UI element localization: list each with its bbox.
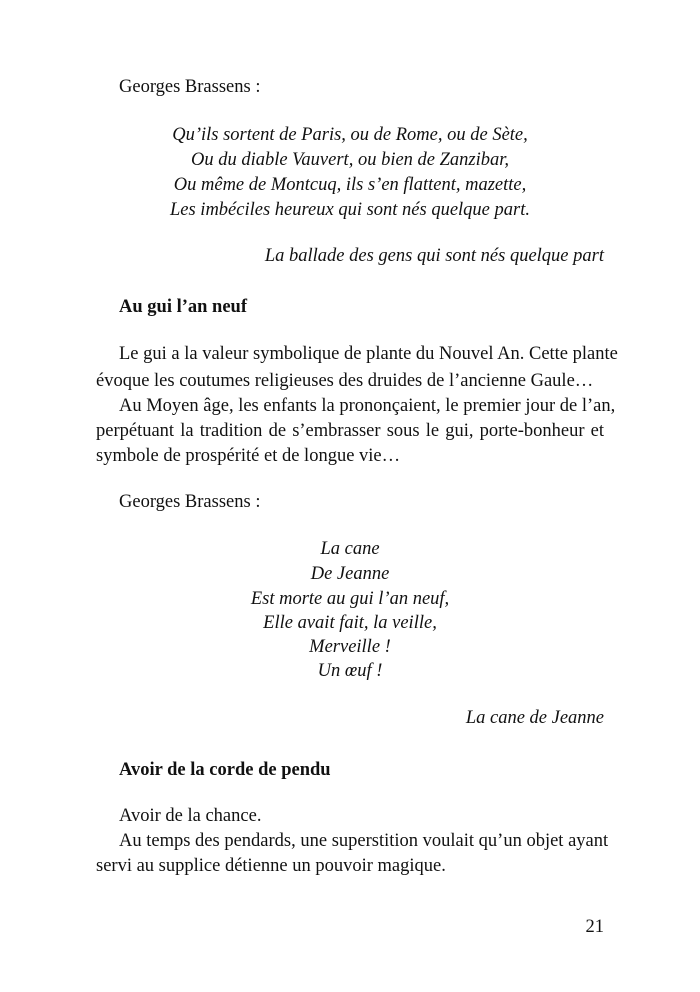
paragraph-line: Le gui a la valeur symbolique de plante du Nouvel An. Cette plante bbox=[119, 344, 618, 364]
verse-line: Ou du diable Vauvert, ou bien de Zanzibar, bbox=[190, 150, 510, 170]
verse-line: Elle avait fait, la veille, bbox=[263, 613, 437, 633]
verse-line: Ou même de Montcuq, ils s’en flattent, mazette, bbox=[173, 175, 527, 195]
poem-source-1: La ballade des gens qui sont nés quelque part bbox=[264, 246, 604, 266]
section-heading-gui: Au gui l’an neuf bbox=[119, 297, 247, 317]
section-heading-corde: Avoir de la corde de pendu bbox=[119, 760, 331, 780]
page-number: 21 bbox=[585, 917, 604, 937]
paragraph-line: évoque les coutumes religieuses des druides de l’ancienne Gaule… bbox=[96, 371, 594, 391]
verse-line: De Jeanne bbox=[310, 564, 390, 584]
paragraph-line: Avoir de la chance. bbox=[119, 806, 262, 826]
paragraph-line: perpétuant la tradition de s’embrasser sous le gui, porte-bonheur et bbox=[96, 421, 604, 441]
paragraph-line: Au Moyen âge, les enfants la prononçaient, le premier jour de l’an, bbox=[119, 396, 616, 416]
verse-line: Merveille ! bbox=[309, 637, 391, 657]
verse-line: Qu’ils sortent de Paris, ou de Rome, ou de Sète, bbox=[172, 125, 528, 145]
poem-source-2: La cane de Jeanne bbox=[465, 708, 604, 728]
paragraph-line: symbole de prospérité et de longue vie… bbox=[96, 446, 401, 466]
verse-line: La cane bbox=[320, 539, 380, 559]
paragraph-line: Au temps des pendards, une superstition voulait qu’un objet ayant bbox=[119, 831, 609, 851]
speaker-label-2: Georges Brassens : bbox=[119, 492, 261, 512]
speaker-label-1: Georges Brassens : bbox=[119, 77, 261, 97]
paragraph-line: servi au supplice détienne un pouvoir magique. bbox=[96, 856, 446, 876]
verse-line: Est morte au gui l’an neuf, bbox=[250, 589, 450, 609]
verse-line: Un œuf ! bbox=[317, 661, 383, 681]
verse-line: Les imbéciles heureux qui sont nés quelque part. bbox=[169, 200, 530, 220]
